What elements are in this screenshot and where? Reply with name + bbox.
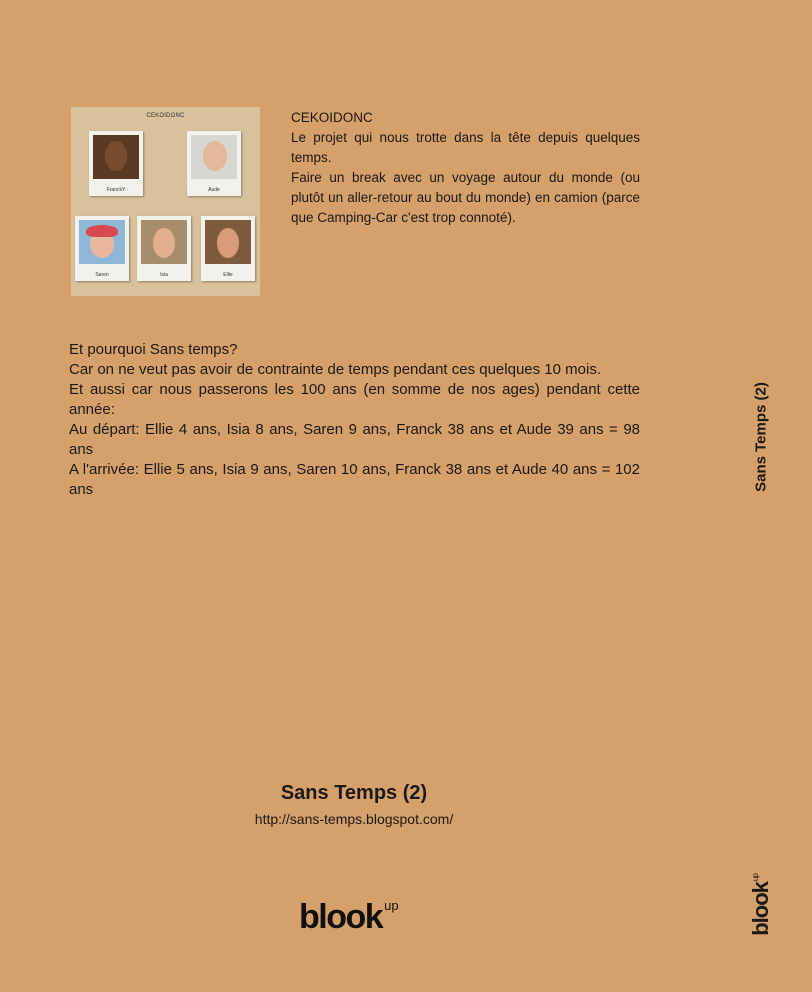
hat-saren (86, 225, 118, 237)
polaroid-saren (75, 216, 129, 281)
polaroid-isia (137, 216, 191, 281)
polaroid-name-isia: Isia (160, 272, 168, 278)
face-aude (203, 141, 227, 171)
body-paragraph-2: Car on ne veut pas avoir de contrainte de temps pendant ces quelques 10 mois. (69, 361, 601, 378)
photo-isia (141, 220, 187, 264)
body-text (69, 340, 640, 500)
blookup-logo-text: blook (299, 898, 383, 936)
face-isia (153, 228, 175, 258)
blookup-logo-sup: up (384, 898, 399, 913)
spine-blookup-logo (750, 874, 772, 936)
face-franck (105, 141, 127, 171)
body-paragraph-5: A l'arrivée: Ellie 5 ans, Isia 9 ans, Saren 10 ans, Franck 38 ans et Aude 40 ans = 102 ans (69, 461, 640, 498)
photo-ellie (205, 220, 251, 264)
family-photo-collage (71, 107, 260, 296)
polaroid-name-franck: FranckY (106, 187, 126, 193)
polaroid-franck (89, 131, 143, 196)
spine-logo-text: blook (748, 882, 773, 936)
polaroid-name-aude: Aude (208, 187, 220, 193)
polaroid-ellie (201, 216, 255, 281)
intro-heading: CEKOIDONC (291, 110, 373, 125)
intro-line-1: Le projet qui nous trotte dans la tête depuis quelques temps. (291, 130, 640, 165)
spine-title: Sans Temps (2) (752, 382, 770, 492)
intro-text (291, 108, 640, 228)
photo-saren (79, 220, 125, 264)
face-ellie (217, 228, 239, 258)
photo-franck (93, 135, 139, 179)
photo-aude (191, 135, 237, 179)
spine-logo-sup: up (751, 874, 760, 882)
body-paragraph-4: Au départ: Ellie 4 ans, Isia 8 ans, Saren 9 ans, Franck 38 ans et Aude 39 ans = 98 ans (69, 421, 640, 458)
intro-line-2: Faire un break avec un voyage autour du monde (ou plutôt un aller-retour au bout du monde) en camion (parce que Camping-Car c'est trop connoté). (291, 170, 640, 225)
collage-title: CEKOIDONC (146, 113, 185, 119)
body-question: Et pourquoi Sans temps? (69, 341, 238, 358)
blookup-logo (299, 899, 399, 934)
polaroid-name-ellie: Ellie (223, 272, 233, 278)
polaroid-name-saren: Saren (95, 272, 109, 278)
body-paragraph-3: Et aussi car nous passerons les 100 ans (en somme de nos ages) pendant cette année: (69, 381, 640, 418)
book-title: Sans Temps (2) (280, 782, 428, 804)
book-url[interactable]: http://sans-temps.blogspot.com/ (254, 811, 454, 827)
polaroid-aude (187, 131, 241, 196)
